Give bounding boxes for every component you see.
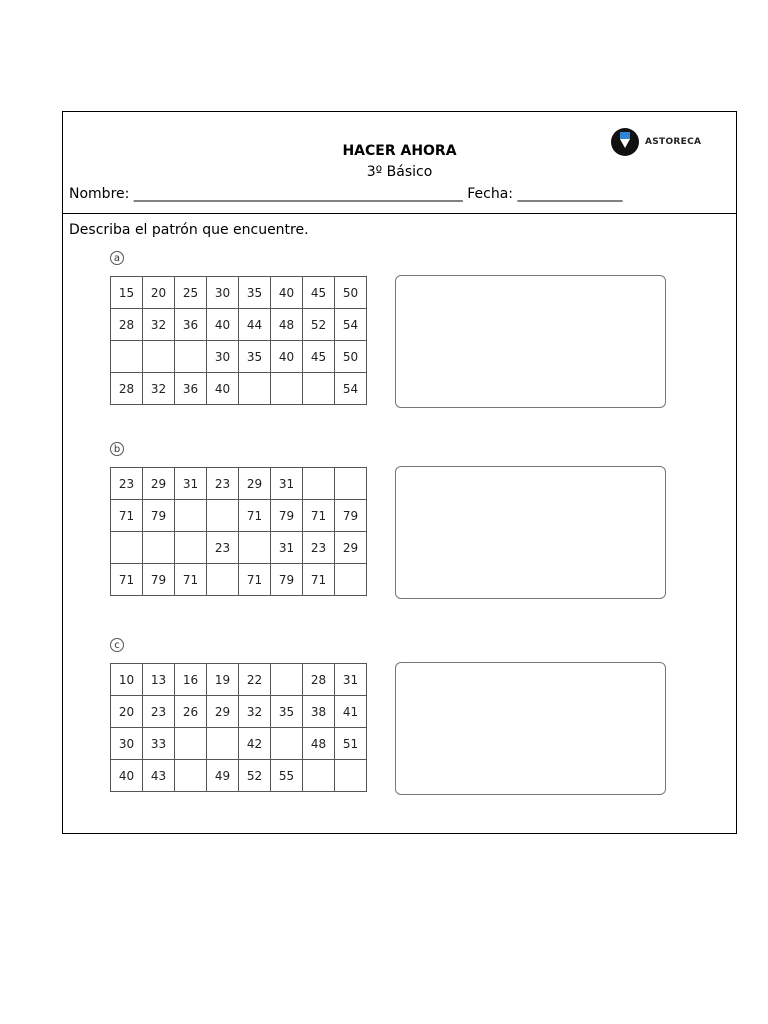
number-grid-b (110, 467, 367, 596)
grid-cell: 51 (335, 728, 367, 760)
grid-cell: 29 (207, 696, 239, 728)
table-row (111, 309, 367, 341)
grid-cell: 40 (207, 309, 239, 341)
grid-cell: 79 (271, 564, 303, 596)
grid-cell (111, 341, 143, 373)
grid-cell (175, 500, 207, 532)
grid-cell: 10 (111, 664, 143, 696)
grid-cell (271, 664, 303, 696)
answer-box-a[interactable] (395, 275, 666, 408)
grid-cell (207, 728, 239, 760)
table-row (111, 277, 367, 309)
page-title: HACER AHORA (342, 143, 457, 159)
grid-cell: 38 (303, 696, 335, 728)
grid-cell (207, 500, 239, 532)
grid-cell: 31 (271, 468, 303, 500)
grid-cell: 32 (143, 373, 175, 405)
grid-cell (111, 532, 143, 564)
grid-cell: 41 (335, 696, 367, 728)
table-row (111, 341, 367, 373)
grid-cell: 28 (303, 664, 335, 696)
grid-cell: 31 (271, 532, 303, 564)
grid-cell (175, 341, 207, 373)
grid-cell (303, 760, 335, 792)
grid-cell: 48 (271, 309, 303, 341)
grid-cell: 35 (239, 277, 271, 309)
answer-box-c[interactable] (395, 662, 666, 795)
grid-cell: 35 (271, 696, 303, 728)
grid-cell: 20 (111, 696, 143, 728)
table-row (111, 760, 367, 792)
grid-cell: 30 (207, 341, 239, 373)
grid-cell: 79 (143, 500, 175, 532)
grid-cell: 23 (207, 532, 239, 564)
table-row (111, 373, 367, 405)
grid-cell: 36 (175, 373, 207, 405)
grid-cell: 54 (335, 373, 367, 405)
grid-cell: 71 (175, 564, 207, 596)
number-grid-c (110, 663, 367, 792)
grid-cell (239, 532, 271, 564)
grid-cell: 23 (143, 696, 175, 728)
name-date-line: Nombre: _______________________________________________ Fecha: _______________ (69, 186, 623, 202)
grid-cell (303, 373, 335, 405)
table-row (111, 532, 367, 564)
table-row (111, 664, 367, 696)
grid-cell: 79 (271, 500, 303, 532)
grid-cell: 71 (239, 564, 271, 596)
section-letter-a: a (110, 251, 124, 265)
grid-cell (303, 468, 335, 500)
grid-cell: 29 (143, 468, 175, 500)
grid-cell: 79 (335, 500, 367, 532)
instruction-text: Describa el patrón que encuentre. (69, 222, 309, 238)
grid-cell: 31 (335, 664, 367, 696)
grid-cell: 45 (303, 341, 335, 373)
grid-cell: 13 (143, 664, 175, 696)
grid-cell: 52 (239, 760, 271, 792)
grid-cell: 19 (207, 664, 239, 696)
grid-cell: 23 (303, 532, 335, 564)
grid-cell: 71 (111, 500, 143, 532)
grid-cell: 48 (303, 728, 335, 760)
grid-cell (207, 564, 239, 596)
grid-cell: 16 (175, 664, 207, 696)
grid-cell: 23 (207, 468, 239, 500)
grid-cell: 71 (111, 564, 143, 596)
grid-cell: 25 (175, 277, 207, 309)
grid-cell: 29 (239, 468, 271, 500)
grid-cell (271, 728, 303, 760)
answer-box-b[interactable] (395, 466, 666, 599)
grid-cell: 71 (303, 500, 335, 532)
table-row (111, 468, 367, 500)
grid-cell: 50 (335, 341, 367, 373)
table-row (111, 500, 367, 532)
grid-cell (239, 373, 271, 405)
grid-cell: 40 (271, 341, 303, 373)
grid-cell: 45 (303, 277, 335, 309)
table-row (111, 728, 367, 760)
table-row (111, 696, 367, 728)
grid-cell (175, 760, 207, 792)
grid-cell: 32 (143, 309, 175, 341)
section-letter-c: c (110, 638, 124, 652)
table-row (111, 564, 367, 596)
grid-cell: 71 (303, 564, 335, 596)
grid-cell (335, 760, 367, 792)
grid-cell: 28 (111, 309, 143, 341)
grid-cell: 30 (111, 728, 143, 760)
grid-cell: 40 (271, 277, 303, 309)
grid-cell (175, 728, 207, 760)
grid-cell: 20 (143, 277, 175, 309)
grid-cell: 23 (111, 468, 143, 500)
grid-cell: 44 (239, 309, 271, 341)
grid-cell: 30 (207, 277, 239, 309)
grid-cell: 31 (175, 468, 207, 500)
grid-cell: 22 (239, 664, 271, 696)
grid-cell: 28 (111, 373, 143, 405)
section-letter-b: b (110, 442, 124, 456)
grid-cell: 33 (143, 728, 175, 760)
grid-cell: 29 (335, 532, 367, 564)
grid-cell (143, 341, 175, 373)
grid-cell: 32 (239, 696, 271, 728)
worksheet-header (63, 112, 736, 214)
grid-cell: 40 (207, 373, 239, 405)
grid-cell: 40 (111, 760, 143, 792)
grid-cell: 42 (239, 728, 271, 760)
astoreca-logo (611, 128, 701, 156)
grid-cell: 36 (175, 309, 207, 341)
grade-subtitle: 3º Básico (366, 164, 433, 180)
grid-cell: 15 (111, 277, 143, 309)
grid-cell: 79 (143, 564, 175, 596)
logo-text: ASTORECA (645, 137, 702, 147)
grid-cell (271, 373, 303, 405)
grid-cell (143, 532, 175, 564)
pencil-logo-icon (611, 128, 639, 156)
grid-cell: 54 (335, 309, 367, 341)
grid-cell: 49 (207, 760, 239, 792)
grid-cell: 55 (271, 760, 303, 792)
grid-cell: 35 (239, 341, 271, 373)
grid-cell (335, 564, 367, 596)
grid-cell: 71 (239, 500, 271, 532)
grid-cell: 50 (335, 277, 367, 309)
grid-cell (175, 532, 207, 564)
grid-cell: 52 (303, 309, 335, 341)
number-grid-a (110, 276, 367, 405)
grid-cell (335, 468, 367, 500)
grid-cell: 26 (175, 696, 207, 728)
grid-cell: 43 (143, 760, 175, 792)
